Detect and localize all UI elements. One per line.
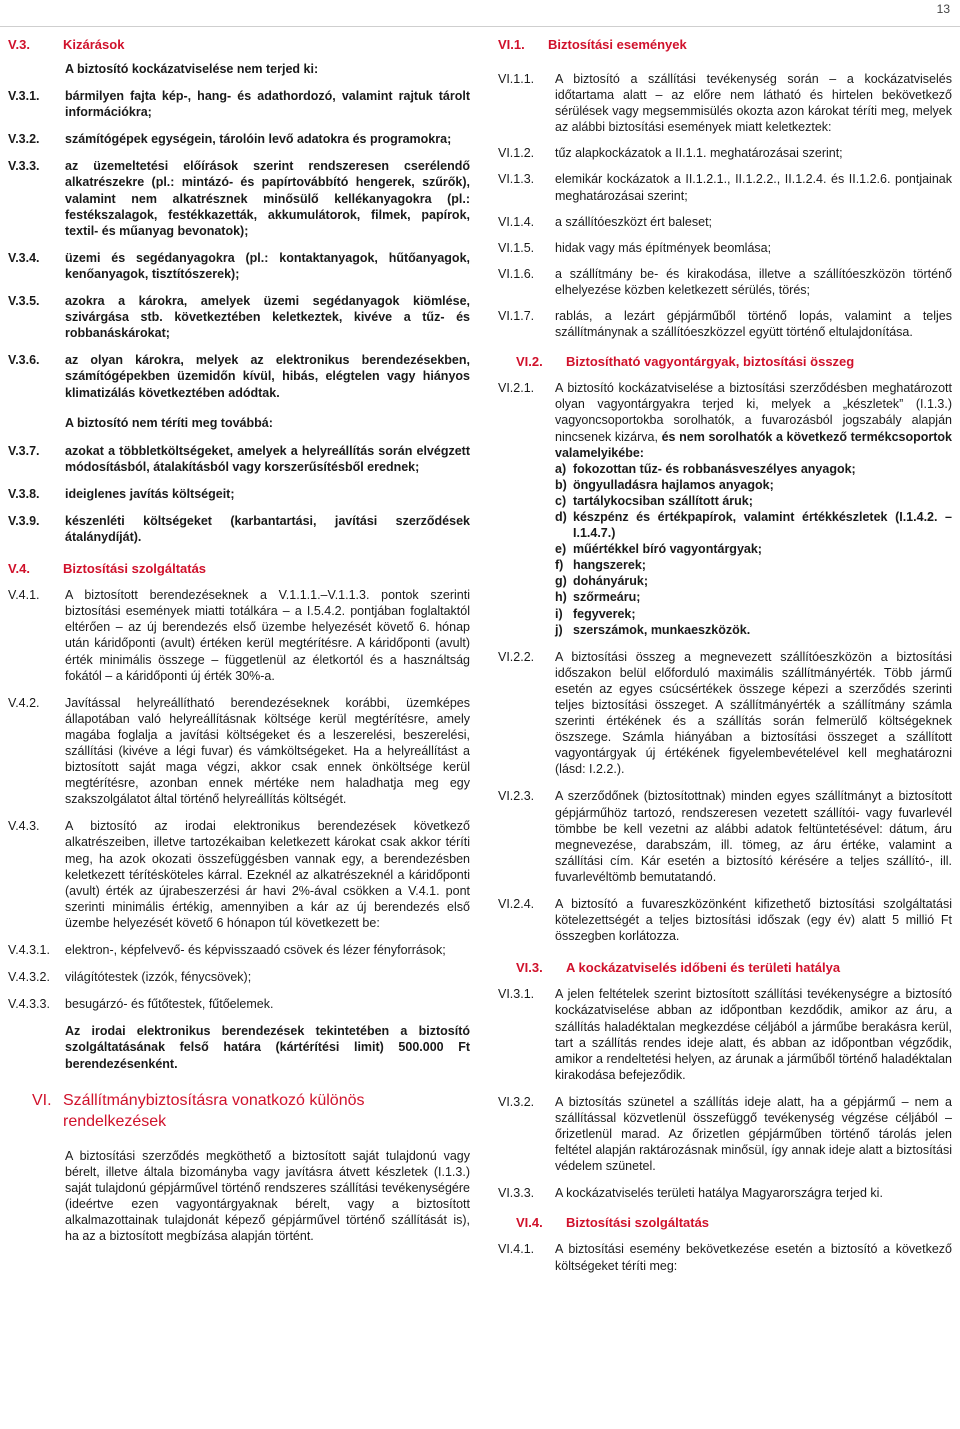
- sub-item: [555, 573, 952, 589]
- section-number: VI.3.: [516, 960, 543, 976]
- sub-text: szőrmeáru;: [573, 590, 641, 605]
- item-number: VI.2.2.: [498, 649, 535, 664]
- item-number: V.4.3.1.: [8, 943, 50, 958]
- sub-letter: d): [555, 509, 567, 524]
- item-number: VI.4.1.: [498, 1242, 535, 1257]
- item-text: besugárzó- és fűtőtestek, fűtőelemek.: [65, 997, 274, 1012]
- sub-item: [555, 477, 952, 493]
- sub-letter: e): [555, 542, 567, 557]
- item-text: A biztosító a fuvareszközönként kifizethető biztosítási szolgáltatási kötelezettségét a teljes biztosítási időszak (egy év) alatt 5 millió Ft összegben korlátozza.: [555, 897, 952, 944]
- item-number: VI.3.2.: [498, 1094, 535, 1109]
- item-text: azokat a többletköltségeket, amelyek a helyreállítás során elvégzett módosításból, átalakításból vagy korszerűsítésből erednek;: [65, 443, 470, 474]
- sub-letter: g): [555, 574, 567, 589]
- section-title: A kockázatviselés időbeni és területi hatálya: [566, 960, 841, 976]
- section-heading-vi4: [498, 1215, 952, 1231]
- item-text: Javítással helyreállítható berendezéseknek korábbi, üzemképes állapotában való helyreállításnak költsége kerül megtérítésre, amely magába foglalja a javítási költségeket és a leszerelési, beszerelési, szállítási (kivéve a légi fuvar) és vámköltségeket. Ha a helyreállítást a biztosított saját maga végzi, akkor csak ennek önköltsége kerül megtérítésre, azonban ennek mértéke nem haladhatja meg egy szakszolgálatot által történő helyreállítás költségét.: [65, 695, 470, 807]
- sub-item: [555, 589, 952, 605]
- item-text: üzemi és segédanyagokra (pl.: kontaktanyagok, hűtőanyagok, kenőanyagok, tisztítószerek);: [65, 250, 470, 281]
- item-text: ideiglenes javítás költségeit;: [65, 486, 235, 501]
- section-title: Biztosítási események: [548, 37, 687, 52]
- list-item: [498, 1094, 952, 1174]
- section-heading-vi: [8, 1090, 470, 1132]
- sub-item: [555, 606, 952, 622]
- section-heading-vi3: [498, 960, 952, 976]
- item-text: A biztosító az irodai elektronikus berendezések következő alkatrészeiben, illetve tartozékaiban keletkezett károkat csak akkor téríti meg, ha azok okozati összefüggésben vannak egy, a berendezésben keletkezett térítésköteles kárral. Ezeknél az alkatrészeknél a káridőponti (avult) érték az újrabeszerzési ár havi 2%-ával csökken a V.4.1. pont szerinti minimális értékig, amennyiben a kár az új berendezés első üzembe helyezését követő 6 hónapon túl következett be:: [65, 819, 470, 930]
- item-text: az olyan károkra, melyek az elektronikus berendezésekben, számítógépekben üzemidőn kívül, hibás, elégtelen vagy hiányos klimatizálás következtében adódtak.: [65, 353, 470, 400]
- section-title: Kizárások: [63, 37, 125, 52]
- sub-text: fokozottan tűz- és robbanásveszélyes anyagok;: [573, 461, 856, 476]
- sub-item: [555, 541, 952, 557]
- list-item: [498, 649, 952, 778]
- item-number: V.4.3.2.: [8, 970, 50, 985]
- item-text: a szállítóeszközt ért baleset;: [555, 214, 713, 229]
- item-text: A biztosítási összeg a megnevezett szállítóeszközön a biztosítási időszakon belül előforduló maximális szállítmányérték. Több jármű esetén az egyes csúcsértékek összege képezi a szerződés szerinti teljes biztosítási összeget. A szállítmányérték a szállítmány számla szerinti értékének és a szállítás során felmerülő költségeknek öszszege. Számla hiányában a biztosítási összeget a szállított vagyontárgyak új értékének figyelembevételével kell meghatározni (lásd: I.2.2.).: [555, 649, 952, 777]
- list-item: [498, 240, 952, 256]
- list-item: [8, 293, 470, 341]
- section-title: Biztosítási szolgáltatás: [566, 1215, 710, 1231]
- list-item: [8, 158, 470, 238]
- body-text: A biztosítási szerződés megköthető a biztosított saját tulajdonú vagy bérelt, illetve általa bizományba vagy javításra átvett készletek (I.1.3.) saját tulajdonú gépjárművel történő rendszeres szállítási tevékenységére (ideértve ezen vagyontárgyaknak bérelt, vagy a biztosított alkalmazottainak tulajdonát képező gépjárművel történő szállítását is), ha az a biztosított megbízása alapján történt.: [65, 1148, 470, 1244]
- item-text: A szerződőnek (biztosítottnak) minden egyes szállítmányt a biztosított gépjárműhöz tartozó, rendszeresen vezetett szállítói- vagy fuvarlevél tömbbe be kell vezetni az alábbi adatok feltüntetésével: dátum, áru megnevezése, darabszám, ill. tömeg, az áru értéke, valamint a szállítási cím. Kár esetén a biztosító kérésére a teljes szállító-, ill. fuvarlevéltömb bemutatandó.: [555, 789, 952, 884]
- item-number: V.3.6.: [8, 353, 40, 368]
- item-number: V.3.3.: [8, 159, 40, 174]
- section-heading-v3: [8, 37, 470, 53]
- sub-letter: j): [555, 622, 563, 637]
- item-number: VI.1.4.: [498, 214, 535, 229]
- item-number: VI.3.3.: [498, 1186, 535, 1201]
- section-number: VI.1.: [498, 37, 525, 52]
- item-text: hidak vagy más építmények beomlása;: [555, 240, 772, 255]
- sub-letter: f): [555, 558, 564, 573]
- item-text: az üzemeltetési előírások szerint rendszeresen cserélendő alkatrészekre (pl.: mintázó- és papírtovábbító hengerek, szűrők), valamint nem alkatrésznek minősülő kellékanyagokra (pl.: festékszalagok, festékkazetták, akkumulátorok, filmek, papírok, textil- és műanyag bevonatok);: [65, 159, 470, 238]
- list-item: [8, 352, 470, 400]
- list-item: [8, 443, 470, 475]
- list-item: [8, 818, 470, 931]
- item-text: a szállítmány be- és kirakodása, illetve a szállítóeszközön történő elhelyezése közben keletkezett sérülés, törés;: [555, 266, 952, 297]
- item-text: elemikár kockázatok a II.1.2.1., II.1.2.2., II.1.2.4. és II.1.2.6. pontjainak meghatározásai szerint;: [555, 172, 952, 203]
- list-item: [8, 996, 470, 1012]
- item-number: V.4.3.: [8, 819, 40, 834]
- intro-text: A biztosító nem téríti meg továbbá:: [65, 415, 273, 430]
- item-text: számítógépek egységein, tárolóin levő adatokra és programokra;: [65, 132, 452, 147]
- item-text: A biztosított berendezéseknek a V.1.1.1.–V.1.1.3. pontok szerinti biztosítási események miatti totálkára – a I.5.4.2. pontjában foglaltaktól eltérően – az új berendezés első üzembe helyezését követő 6. hónap után káridőponti (avult) értéken kerül megtérítésre. A káridőponti (avult) érték minimális összege – függetlenül az életkortól és a használtság fokától – a káridőponti új érték 30%-a.: [65, 588, 470, 683]
- list-item: [498, 171, 952, 203]
- sub-letter: c): [555, 493, 567, 508]
- item-text: azokra a károkra, amelyek üzemi segédanyagok kiömlése, szivárgása stb. következtében keletkeztek, kivéve a tűz- és robbanáskárokat;: [65, 294, 470, 341]
- item-number: VI.2.4.: [498, 897, 535, 912]
- list-item: [498, 145, 952, 161]
- section-heading-vi1: [498, 37, 952, 53]
- item-text: tűz alapkockázatok a II.1.1. meghatározásai szerint;: [555, 146, 843, 161]
- item-text: A biztosítási esemény bekövetkezése esetén a biztosító a következő költségeket téríti meg:: [555, 1242, 952, 1273]
- section-heading-vi2: [498, 354, 952, 370]
- item-text: A biztosító kockázatviselése a biztosítási szerződésben meghatározott olyan vagyontárgyakra terjed ki, melyek a „készletek” (I.1.3.) vagyoncsoportokba sorolhatók, a fuvarozásból jogszabály alapján nincsenek kizárva,: [555, 381, 952, 444]
- header-divider: [0, 26, 960, 27]
- list-item: [498, 986, 952, 1083]
- intro-text: A biztosító kockázatviselése nem terjed ki:: [65, 62, 319, 76]
- section-title: Szállítmánybiztosításra vonatkozó különös rendelkezések: [63, 1091, 365, 1130]
- sub-text: tartálykocsiban szállított áruk;: [573, 493, 753, 508]
- section-number: VI.2.: [516, 354, 543, 370]
- item-number: VI.1.6.: [498, 266, 535, 281]
- section-title: Biztosítási szolgáltatás: [63, 561, 207, 577]
- item-number: VI.1.5.: [498, 240, 535, 255]
- list-item: [498, 71, 952, 135]
- list-item: [8, 250, 470, 282]
- section-number: V.3.: [8, 37, 30, 52]
- list-item: [8, 88, 470, 120]
- sub-text: fegyverek;: [573, 606, 636, 621]
- item-number: V.3.5.: [8, 294, 40, 309]
- item-number: VI.1.2.: [498, 146, 535, 161]
- sub-text: dohányáruk;: [573, 574, 649, 589]
- section-number: V.4.: [8, 561, 30, 577]
- item-number: VI.3.1.: [498, 987, 535, 1002]
- item-number: V.3.9.: [8, 513, 40, 528]
- sub-text: szerszámok, munkaeszközök.: [573, 622, 751, 637]
- item-text: A biztosító a szállítási tevékenység során – a kockázatviselés időtartama alatt – az előre nem látható és hirtelen bekövetkező sérülések vagy megsemmisülés okozta azon károkat téríti meg, melyek az alábbi biztosítási események miatt keletkeztek:: [555, 72, 952, 135]
- section-title: Biztosítható vagyontárgyak, biztosítási összeg: [566, 354, 855, 370]
- sub-text: készpénz és értékpapírok, valamint értékkészletek (I.1.4.2. – I.1.4.7.): [573, 509, 952, 541]
- item-text: világítótestek (izzók, fénycsövek);: [65, 970, 252, 985]
- list-item: [8, 942, 470, 958]
- sub-item: [555, 493, 952, 509]
- sub-letter: a): [555, 461, 567, 476]
- item-text-bold: és nem sorolhatók a következő termékcsoportok valamelyikébe:: [555, 429, 953, 460]
- sub-letter: h): [555, 590, 567, 605]
- list-item: [8, 131, 470, 147]
- item-number: VI.1.1.: [498, 72, 535, 86]
- sub-text: hangszerek;: [573, 558, 646, 573]
- list-item: [8, 587, 470, 684]
- item-text: A jelen feltételek szerint biztosított szállítási tevékenységre a biztosító kockázatviselése abban az időpontban kezdődik, amikor az áru, a szállítás haladéktalan megkezdése céljából a járműbe berakásra kerül, tart a szállítás rendes ideje alatt, és abban az időpontban végződik, amikor a rendeltetési helyen, az árunak a járműből történő haladéktalan kirakodása befejeződik.: [555, 987, 952, 1082]
- sub-item: [555, 622, 952, 638]
- item-text: A kockázatviselés területi hatálya Magyarországra terjed ki.: [555, 1186, 883, 1201]
- item-text: bármilyen fajta kép-, hang- és adathordozó, valamint rajtuk tárolt információkra;: [65, 89, 470, 120]
- item-number: V.3.8.: [8, 486, 40, 501]
- item-number: V.3.2.: [8, 132, 40, 147]
- sub-text: öngyulladásra hajlamos anyagok;: [573, 477, 774, 492]
- list-item: [498, 380, 952, 638]
- list-item: [8, 486, 470, 502]
- item-number: V.4.3.3.: [8, 997, 50, 1012]
- item-text: rablás, a lezárt gépjárműből történő lopás, valamint a teljes szállítmánynak a szállítóeszközzel együtt történő eltulajdonítása.: [555, 309, 952, 340]
- right-column: [498, 37, 952, 1274]
- list-item: [8, 695, 470, 808]
- sub-letter: i): [555, 606, 563, 621]
- limit-text: Az irodai elektronikus berendezések tekintetében a biztosító szolgáltatásának felső határa (kártérítési limit) 500.000 Ft berendezésenként.: [65, 1024, 470, 1071]
- page-number: 13: [936, 2, 950, 16]
- sub-item: [555, 461, 952, 477]
- item-number: V.4.1.: [8, 588, 40, 603]
- item-number: V.3.7.: [8, 443, 40, 458]
- list-item: [498, 1185, 952, 1201]
- left-column: [8, 37, 470, 1244]
- item-number: VI.1.7.: [498, 309, 535, 324]
- item-text: A biztosítás szünetel a szállítás ideje alatt, ha a gépjármű – nem a szállítással közvetlenül összefüggő tevékenység végzése céljából – őrizetlenül marad. Az őrizetlen gépjárműben történő tárolás jelen feltétel alapján raktározásnak minősül, így annak ideje alatt a biztosítási védelem szünetel.: [555, 1094, 952, 1174]
- sub-text: műértékkel bíró vagyontárgyak;: [573, 542, 762, 557]
- sub-item: [555, 509, 952, 541]
- list-item: [498, 896, 952, 944]
- list-item: [498, 1241, 952, 1273]
- item-text: készenléti költségeket (karbantartási, javítási szerződések átalánydíját).: [65, 513, 470, 545]
- list-item: [498, 308, 952, 340]
- list-item: [8, 969, 470, 985]
- list-item: [498, 266, 952, 298]
- section-number: VI.4.: [516, 1215, 543, 1231]
- sub-item: [555, 557, 952, 573]
- item-text: elektron-, képfelvevő- és képvisszaadó csövek és lézer fényforrások;: [65, 943, 446, 958]
- item-number: V.3.1.: [8, 89, 40, 104]
- list-item: [8, 513, 470, 545]
- item-number: VI.2.1.: [498, 381, 535, 396]
- section-number: VI.: [32, 1091, 52, 1109]
- item-number: VI.2.3.: [498, 789, 535, 804]
- list-item: [498, 214, 952, 230]
- list-item: [498, 788, 952, 885]
- item-number: V.4.2.: [8, 695, 40, 710]
- item-number: V.3.4.: [8, 250, 40, 265]
- section-heading-v4: [8, 561, 470, 577]
- sub-letter: b): [555, 477, 567, 492]
- item-number: VI.1.3.: [498, 172, 535, 187]
